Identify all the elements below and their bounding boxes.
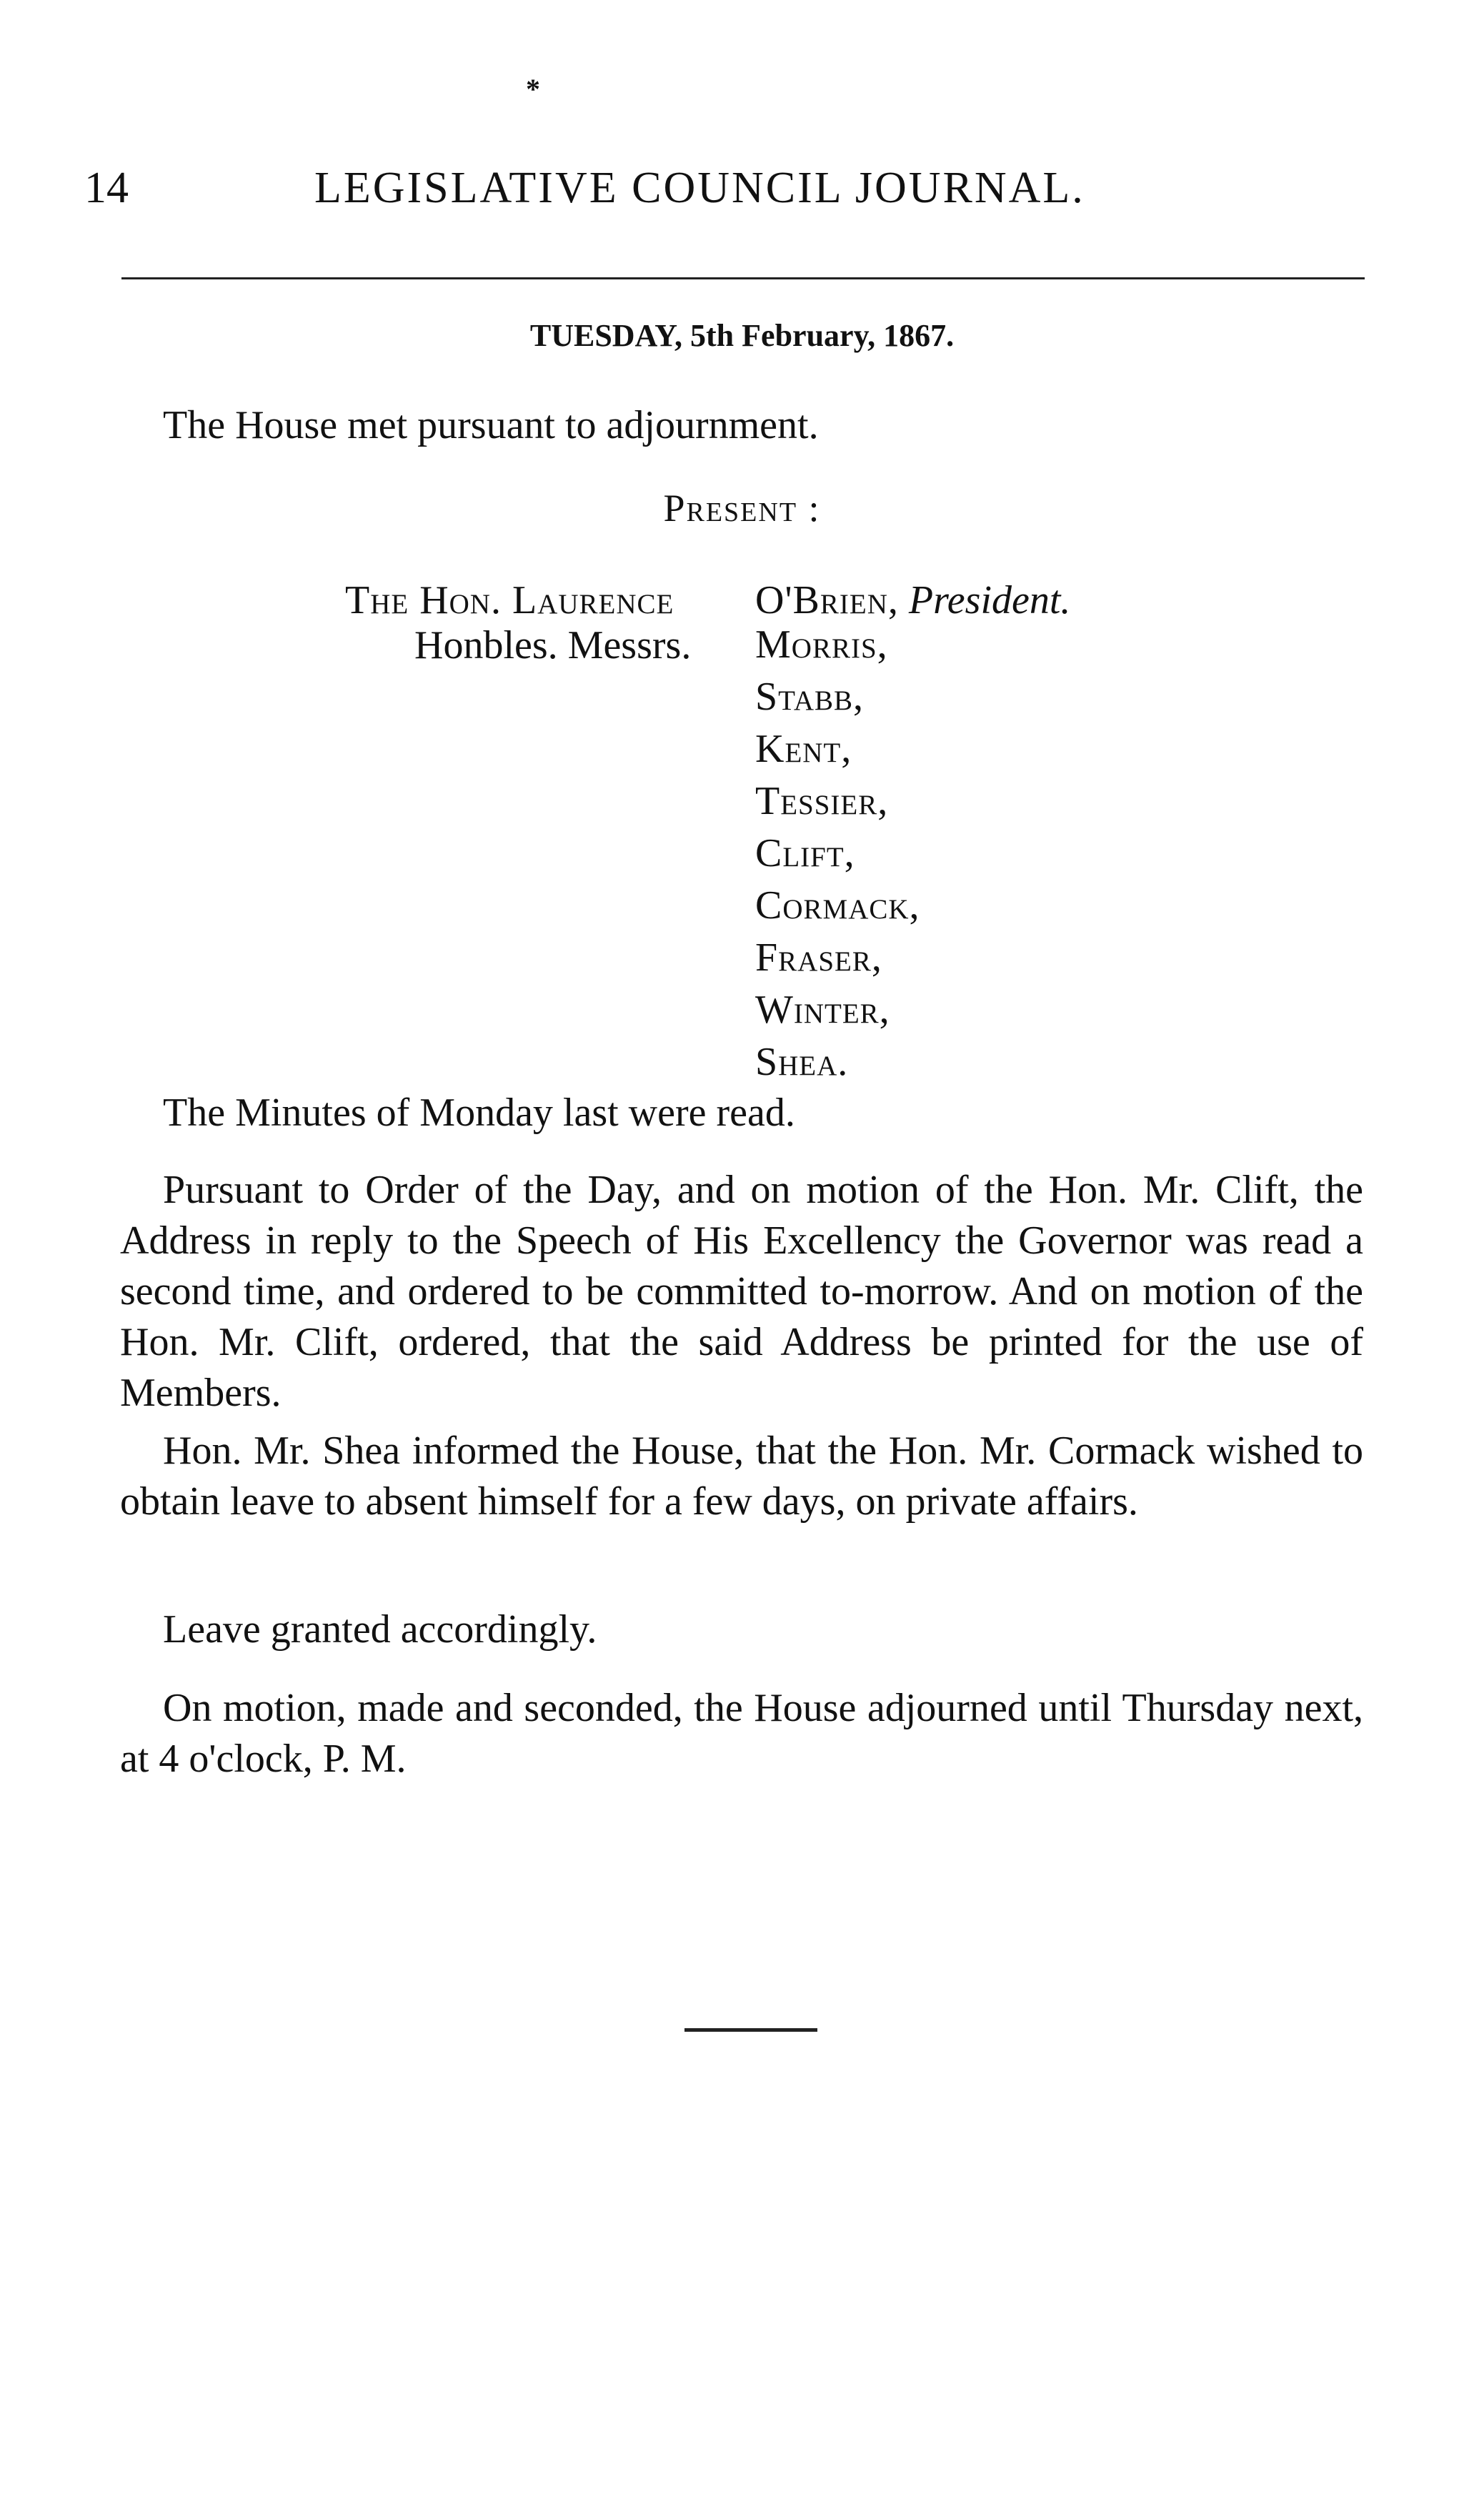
opening-paragraph: The House met pursuant to adjournment. <box>163 403 819 447</box>
member-name: Winter, <box>755 988 890 1032</box>
president-title: President. <box>908 578 1071 622</box>
running-title: LEGISLATIVE COUNCIL JOURNAL. <box>314 164 1085 212</box>
president-name: O'Brien, <box>755 578 899 622</box>
member-list <box>755 619 920 1088</box>
ornament-mark: * <box>526 73 540 105</box>
member-name: Tessier, <box>755 779 889 823</box>
member-name: Clift, <box>755 831 855 875</box>
president-name-row <box>755 580 1070 620</box>
closing-rule <box>684 2028 817 2032</box>
member-name: Fraser, <box>755 935 882 980</box>
member-name: Stabb, <box>755 675 865 719</box>
president-row <box>345 580 674 620</box>
member-name: Kent, <box>755 727 852 771</box>
leave-request-paragraph: Hon. Mr. Shea informed the House, that the Hon. Mr. Cormack wished to obtain leave to absent himself for a few days, on private affairs. <box>120 1429 1363 1524</box>
president-prefix: The Hon. Laurence <box>345 578 674 622</box>
member-name: Cormack, <box>755 883 920 928</box>
leave-granted-paragraph: Leave granted accordingly. <box>163 1607 597 1652</box>
member-name: Shea. <box>755 1040 849 1084</box>
adjournment-paragraph: On motion, made and seconded, the House adjourned until Thursday next, at 4 o'clock, P. M. <box>120 1686 1363 1781</box>
header-rule <box>121 277 1365 279</box>
order-of-day-paragraph: Pursuant to Order of the Day, and on motion of the Hon. Mr. Clift, the Address in reply to the Speech of His Excellency the Governor was read a second time, and ordered to be committed to-morrow. And on motion of the Hon. Mr. Clift, ordered, that the said Address be printed for the use of Members. <box>120 1168 1363 1415</box>
page-number: 14 <box>84 164 129 212</box>
minutes-paragraph: The Minutes of Monday last were read. <box>163 1091 795 1135</box>
members-prefix: Honbles. Messrs. <box>414 623 692 667</box>
members-prefix-row <box>414 625 691 665</box>
member-name: Morris, <box>755 622 888 667</box>
session-date: TUESDAY, 5th February, 1867. <box>529 318 955 353</box>
present-heading: Present : <box>663 487 821 530</box>
